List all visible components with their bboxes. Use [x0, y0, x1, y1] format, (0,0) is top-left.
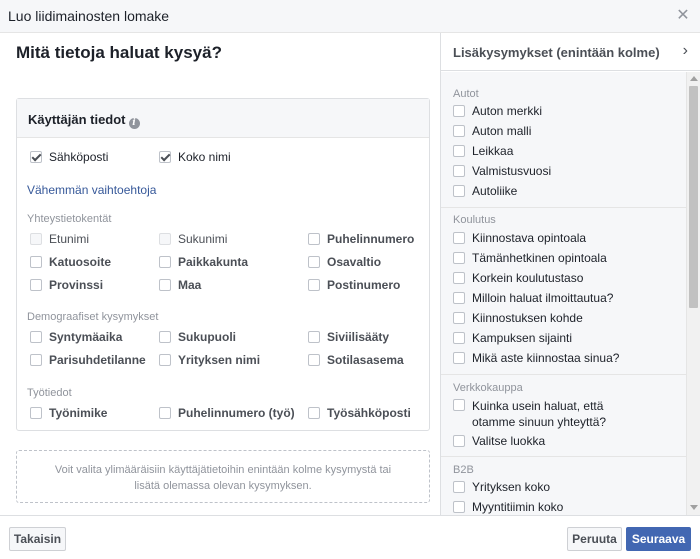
scroll-up-icon[interactable] [690, 76, 698, 81]
question-company-size[interactable] [453, 480, 550, 494]
section-demographics: Demograafiset kysymykset [27, 311, 159, 323]
checkbox-email[interactable] [30, 150, 108, 164]
next-button[interactable]: Seuraava [626, 527, 691, 551]
checkbox-military-status[interactable] [308, 353, 404, 367]
question-label: Mikä aste kiinnostaa sinua? [472, 351, 620, 365]
checkbox-work-email[interactable] [308, 406, 411, 420]
checkbox-icon[interactable] [159, 331, 171, 343]
category-b2b: B2B [453, 464, 474, 476]
category-education: Koulutus [453, 214, 496, 226]
section-contact-fields: Yhteystietokentät [27, 213, 112, 225]
checkbox-date-of-birth[interactable] [30, 330, 122, 344]
scrollbar-thumb[interactable] [689, 86, 698, 308]
checkbox-icon[interactable] [453, 165, 465, 177]
chevron-right-icon[interactable]: › [682, 42, 688, 59]
checkbox-icon [159, 233, 171, 245]
question-enroll-time[interactable] [453, 291, 613, 305]
checkbox-icon[interactable] [159, 407, 171, 419]
checkbox-label: Siviilisääty [327, 330, 390, 344]
checkbox-icon[interactable] [453, 501, 465, 513]
back-button[interactable]: Takaisin [9, 527, 66, 551]
checkbox-icon[interactable] [453, 399, 465, 411]
question-car-model[interactable] [453, 124, 531, 138]
checkbox-label: Syntymäaika [49, 330, 123, 344]
question-label: Leikkaa [472, 144, 514, 158]
checkbox-label: Sotilasasema [327, 353, 404, 367]
checkbox-label: Maa [178, 278, 202, 292]
checkbox-label: Parisuhdetilanne [49, 353, 146, 367]
checkbox-icon[interactable] [453, 292, 465, 304]
question-degree-interest[interactable] [453, 351, 619, 365]
checkbox-icon[interactable] [453, 232, 465, 244]
question-label: Kampuksen sijainti [472, 331, 573, 345]
checkbox-icon[interactable] [453, 435, 465, 447]
question-highest-education[interactable] [453, 271, 583, 285]
checkbox-icon[interactable] [308, 331, 320, 343]
checkbox-icon[interactable] [159, 151, 171, 163]
checkbox-icon[interactable] [453, 105, 465, 117]
checkbox-last-name [159, 232, 227, 246]
checkbox-icon[interactable] [453, 125, 465, 137]
checkbox-label: Sukunimi [178, 232, 228, 246]
dialog-title: Luo liidimainosten lomake [8, 8, 170, 24]
question-label: Tämänhetkinen opintoala [472, 251, 607, 265]
checkbox-label: Postinumero [327, 278, 401, 292]
checkbox-icon[interactable] [453, 185, 465, 197]
checkbox-label: Katuosoite [49, 255, 112, 269]
checkbox-country[interactable] [159, 278, 201, 292]
question-label: Kiinnostuksen kohde [472, 311, 583, 325]
question-label: Valitse luokka [472, 434, 546, 448]
question-label: Yrityksen koko [472, 480, 551, 494]
question-campus-location[interactable] [453, 331, 572, 345]
checkbox-relationship-status[interactable] [30, 353, 146, 367]
checkbox-phone[interactable] [308, 232, 414, 246]
question-label: Valmistusvuosi [472, 164, 552, 178]
question-interest-target[interactable] [453, 311, 583, 325]
checkbox-icon[interactable] [453, 481, 465, 493]
question-area-of-interest[interactable] [453, 231, 586, 245]
section-work-info: Työtiedot [27, 387, 72, 399]
question-contact-frequency[interactable] [453, 398, 642, 430]
cancel-button[interactable]: Peruuta [567, 527, 622, 551]
card-header [17, 99, 429, 138]
checkbox-label: Paikkakunta [178, 255, 249, 269]
question-trim[interactable] [453, 144, 513, 158]
dialog-footer [0, 515, 700, 559]
checkbox-icon[interactable] [159, 279, 171, 291]
checkbox-icon[interactable] [30, 279, 42, 291]
checkbox-icon[interactable] [30, 331, 42, 343]
question-label: Auton malli [472, 124, 532, 138]
question-current-field[interactable] [453, 251, 607, 265]
question-model-year[interactable] [453, 164, 551, 178]
dialog-titlebar [0, 0, 700, 33]
sidebar-header [441, 33, 700, 71]
checkbox-province[interactable] [30, 278, 103, 292]
checkbox-icon[interactable] [453, 145, 465, 157]
additional-questions-list [441, 72, 686, 515]
category-divider [441, 374, 686, 375]
checkbox-icon[interactable] [453, 312, 465, 324]
checkbox-icon[interactable] [30, 151, 42, 163]
checkbox-label: Etunimi [49, 232, 90, 246]
question-sales-team-size[interactable] [453, 500, 563, 514]
question-dealership[interactable] [453, 184, 517, 198]
checkbox-label: Sähköposti [49, 150, 109, 164]
checkbox-icon[interactable] [308, 407, 320, 419]
checkbox-label: Puhelinnumero (työ) [178, 406, 295, 420]
question-label: Milloin haluat ilmoittautua? [472, 291, 614, 305]
close-icon[interactable]: ✕ [676, 7, 690, 24]
checkbox-company-name[interactable] [159, 353, 260, 367]
question-label: Kiinnostava opintoala [472, 231, 587, 245]
checkbox-icon[interactable] [30, 256, 42, 268]
checkbox-icon[interactable] [453, 252, 465, 264]
fewer-options-link[interactable]: Vähemmän vaihtoehtoja [27, 183, 157, 197]
question-label: Auton merkki [472, 104, 543, 118]
question-label: Myyntitiimin koko [472, 500, 564, 514]
sidebar-title: Lisäkysymykset (enintään kolme) [453, 45, 660, 60]
checkbox-label: Yrityksen nimi [178, 353, 261, 367]
checkbox-marital-status[interactable] [308, 330, 389, 344]
checkbox-icon[interactable] [30, 407, 42, 419]
scroll-down-icon[interactable] [690, 505, 698, 510]
question-label: Korkein koulutustaso [472, 271, 584, 285]
checkbox-label: Osavaltio [327, 255, 382, 269]
checkbox-gender[interactable] [159, 330, 236, 344]
category-divider [441, 456, 686, 457]
checkbox-city[interactable] [159, 255, 248, 269]
checkbox-full-name[interactable] [159, 150, 231, 164]
checkbox-work-phone[interactable] [159, 406, 295, 420]
checkbox-icon[interactable] [308, 279, 320, 291]
checkbox-label: Koko nimi [178, 150, 231, 164]
category-divider [441, 207, 686, 208]
checkbox-icon[interactable] [308, 354, 320, 366]
category-ecommerce: Verkkokauppa [453, 382, 523, 394]
question-label: Kuinka usein haluat, että otamme sinuun yhteyttä? [472, 399, 607, 429]
add-question-dropzone[interactable]: Voit valita ylimääräisiin käyttäjätietoihin enintään kolme kysymystä tai lisätä olemassa olevan kysymyksen. [16, 450, 430, 503]
checkbox-label: Sukupuoli [178, 330, 236, 344]
question-car-make[interactable] [453, 104, 542, 118]
checkbox-label: Työsähköposti [327, 406, 411, 420]
checkbox-icon[interactable] [453, 332, 465, 344]
checkbox-label: Työnimike [49, 406, 108, 420]
checkbox-label: Puhelinnumero [327, 232, 415, 246]
question-label: Autoliike [472, 184, 518, 198]
page-title: Mitä tietoja haluat kysyä? [16, 43, 222, 62]
checkbox-label: Provinssi [49, 278, 104, 292]
checkbox-job-title[interactable] [30, 406, 107, 420]
card-title: Käyttäjän tiedot [28, 112, 126, 127]
question-select-category[interactable] [453, 434, 545, 448]
sidebar-scrollbar[interactable] [686, 72, 700, 515]
checkbox-state[interactable] [308, 255, 381, 269]
checkbox-icon[interactable] [159, 256, 171, 268]
checkbox-icon[interactable] [308, 233, 320, 245]
checkbox-icon[interactable] [308, 256, 320, 268]
checkbox-icon[interactable] [159, 354, 171, 366]
checkbox-street-address[interactable] [30, 255, 111, 269]
info-icon[interactable]: i [129, 118, 140, 129]
checkbox-icon[interactable] [453, 352, 465, 364]
checkbox-first-name [30, 232, 89, 246]
category-cars: Autot [453, 88, 479, 100]
checkbox-icon[interactable] [30, 354, 42, 366]
checkbox-icon [30, 233, 42, 245]
checkbox-icon[interactable] [453, 272, 465, 284]
checkbox-postal-code[interactable] [308, 278, 400, 292]
